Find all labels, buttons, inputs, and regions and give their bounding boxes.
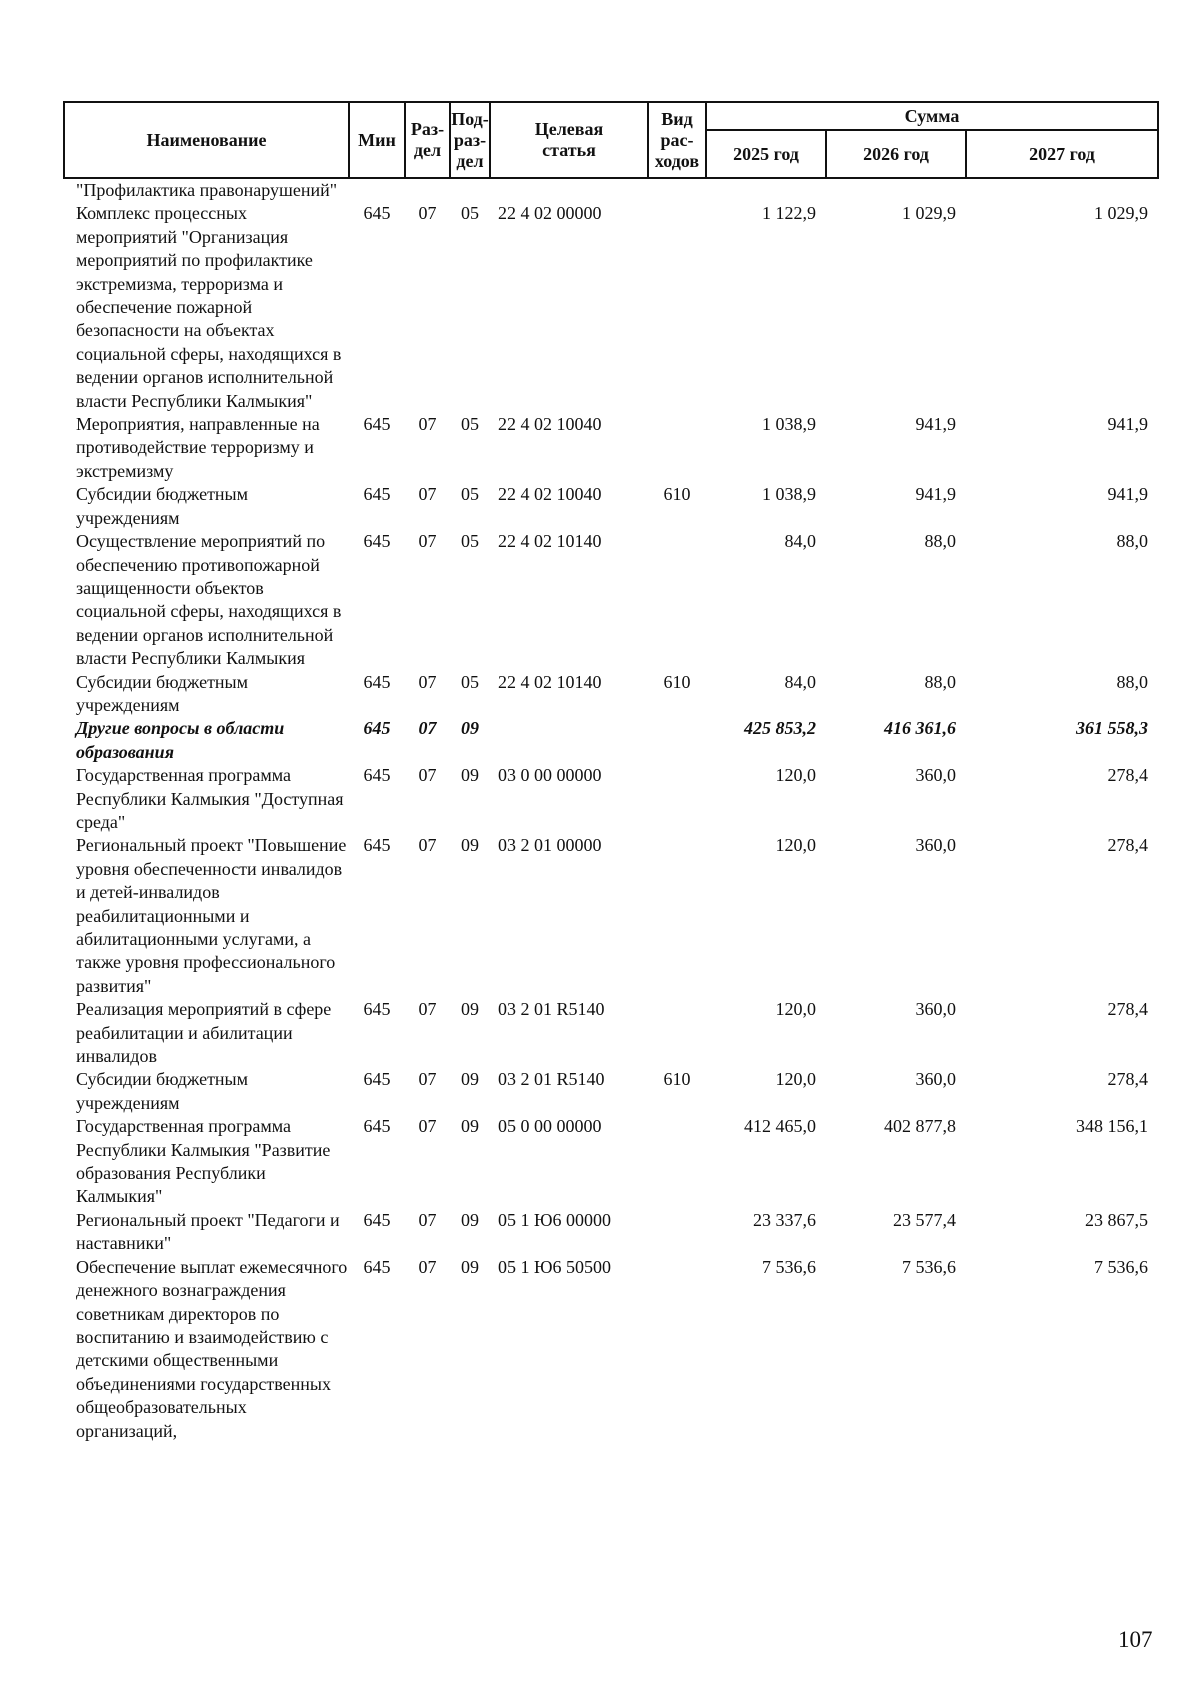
row-podrazdel: 09: [461, 1256, 479, 1277]
row-min: [349, 178, 405, 202]
row-celevaya: 22 4 02 10040: [498, 414, 602, 435]
table-row: [64, 202, 1158, 413]
row-min: 645: [363, 531, 391, 552]
row-podrazdel: 05: [461, 671, 479, 692]
row-name: Региональный проект "Педагоги и наставники": [76, 1209, 340, 1254]
row-min: 645: [363, 671, 391, 692]
table-row: [64, 834, 1158, 998]
row-sum-2027: 1 029,9: [1094, 203, 1148, 224]
row-sum-2026: 941,9: [915, 484, 956, 505]
table-row: [64, 1256, 1158, 1443]
row-celevaya: 03 2 01 R5140: [498, 999, 605, 1020]
row-sum-2025: 1 038,9: [762, 414, 816, 435]
row-name: Государственная программа Республики Калмыкия "Развитие образования Республики Калмыкия": [76, 1116, 331, 1207]
row-podrazdel: 09: [461, 1069, 479, 1090]
header-podrazdel-line1: Под-: [451, 108, 489, 129]
header-vid-line3: ходов: [654, 150, 700, 171]
row-sum-2026: 416 361,6: [884, 718, 956, 739]
row-razdel: 07: [418, 999, 437, 1020]
row-min: 645: [363, 1256, 391, 1277]
row-name: Другие вопросы в области образования: [76, 718, 285, 762]
row-sum-2026: 1 029,9: [902, 203, 956, 224]
row-name: Комплекс процессных мероприятий "Организация мероприятий по профилактике экстремизма, терроризма и обеспечение пожарной безопасности на объектах социальной сферы, находящихся в ведении органов исполнительной власти Республики Калмыкия": [76, 203, 342, 411]
row-min: 645: [363, 835, 391, 856]
row-sum-2026: [826, 178, 966, 202]
header-vid-line1: Вид: [661, 108, 693, 129]
header-summa: Сумма: [706, 102, 1158, 130]
row-vid: 610: [663, 484, 691, 505]
header-razdel: [405, 102, 450, 178]
row-min: 645: [363, 484, 391, 505]
row-sum-2025: 120,0: [775, 999, 816, 1020]
row-podrazdel: 09: [461, 765, 479, 786]
row-min: 645: [363, 1069, 391, 1090]
row-sum-2025: [706, 178, 826, 202]
row-celevaya: 03 0 00 00000: [498, 765, 602, 786]
row-min: 645: [363, 1116, 391, 1137]
row-sum-2025: 120,0: [775, 1069, 816, 1090]
header-vid: [648, 102, 706, 178]
row-razdel: 07: [418, 1256, 437, 1277]
row-sum-2027: 23 867,5: [1085, 1209, 1148, 1230]
row-name: Субсидии бюджетным учреждениям: [76, 484, 249, 528]
row-razdel: 07: [418, 203, 437, 224]
row-sum-2026: 360,0: [915, 765, 956, 786]
row-name: Осуществление мероприятий по обеспечению противопожарной защищенности объектов социальной сферы, находящихся в ведении органов исполнительной власти Республики Калмыкия: [76, 531, 342, 669]
row-vid: [648, 178, 706, 202]
header-celevaya-line1: Целевая: [534, 119, 604, 139]
row-podrazdel: 09: [461, 718, 479, 739]
row-razdel: 07: [418, 718, 437, 739]
row-razdel: 07: [418, 765, 437, 786]
row-vid: [648, 1209, 706, 1256]
row-sum-2027: 278,4: [1107, 999, 1148, 1020]
row-min: 645: [363, 999, 391, 1020]
row-min: 645: [363, 1209, 391, 1230]
row-name: Субсидии бюджетным учреждениям: [76, 1069, 249, 1113]
row-vid: [648, 202, 706, 413]
row-min: 645: [363, 414, 391, 435]
table-row: [64, 1115, 1158, 1209]
row-celevaya: [490, 717, 648, 764]
row-sum-2026: 360,0: [915, 999, 956, 1020]
row-celevaya: [490, 178, 648, 202]
row-vid: [648, 998, 706, 1068]
row-sum-2027: 278,4: [1107, 765, 1148, 786]
header-celevaya: [490, 102, 648, 178]
row-sum-2027: [966, 178, 1158, 202]
header-podrazdel-line3: дел: [456, 150, 484, 171]
row-name: Мероприятия, направленные на противодействие терроризму и экстремизму: [76, 414, 320, 481]
row-celevaya: 05 0 00 00000: [498, 1116, 602, 1137]
row-sum-2025: 84,0: [784, 671, 816, 692]
row-podrazdel: 09: [461, 1209, 479, 1230]
row-razdel: 07: [418, 484, 437, 505]
table-row: [64, 1068, 1158, 1115]
row-sum-2026: 7 536,6: [902, 1256, 956, 1277]
table-row: [64, 1209, 1158, 1256]
row-sum-2026: 360,0: [915, 835, 956, 856]
row-podrazdel: 05: [461, 531, 479, 552]
row-celevaya: 03 2 01 00000: [498, 835, 602, 856]
row-vid: [648, 764, 706, 834]
table-body: [64, 178, 1158, 1443]
row-sum-2025: 425 853,2: [744, 718, 816, 739]
row-vid: [648, 530, 706, 670]
row-vid: [648, 717, 706, 764]
row-sum-2025: 120,0: [775, 835, 816, 856]
row-celevaya: 22 4 02 10040: [498, 484, 602, 505]
table-header: [64, 102, 1158, 178]
row-podrazdel: 05: [461, 203, 479, 224]
row-podrazdel: [450, 178, 490, 202]
row-sum-2027: 348 156,1: [1076, 1116, 1148, 1137]
row-name: Обеспечение выплат ежемесячного денежного вознаграждения советникам директоров по воспитанию и взаимодействию с детскими общественными объединениями государственных общеобразовательных организаций,: [76, 1256, 348, 1441]
header-celevaya-line2: статья: [542, 140, 596, 160]
row-min: 645: [363, 718, 391, 739]
header-min: Мин: [349, 102, 405, 178]
row-sum-2025: 7 536,6: [762, 1256, 816, 1277]
row-sum-2025: 1 038,9: [762, 484, 816, 505]
row-name: Региональный проект "Повышение уровня обеспеченности инвалидов и детей-инвалидов реабилитационными и абилитационными услугами, а также уровня профессионального развития": [76, 835, 347, 996]
row-vid: 610: [663, 671, 691, 692]
row-vid: [648, 1256, 706, 1443]
row-name: Реализация мероприятий в сфере реабилитации и абилитации инвалидов: [76, 999, 332, 1067]
row-celevaya: 22 4 02 10140: [498, 531, 602, 552]
row-celevaya: 22 4 02 00000: [498, 203, 602, 224]
row-sum-2026: 360,0: [915, 1069, 956, 1090]
row-celevaya: 03 2 01 R5140: [498, 1069, 605, 1090]
row-sum-2027: 88,0: [1116, 671, 1148, 692]
row-celevaya: 22 4 02 10140: [498, 671, 602, 692]
budget-table: [63, 101, 1159, 1443]
row-sum-2025: 1 122,9: [762, 203, 816, 224]
row-name: Субсидии бюджетным учреждениям: [76, 671, 249, 715]
table-row: [64, 671, 1158, 718]
header-2025: 2025 год: [706, 130, 826, 178]
table-row: [64, 413, 1158, 483]
row-razdel: 07: [418, 1116, 437, 1137]
table-row: [64, 530, 1158, 670]
row-sum-2025: 412 465,0: [744, 1116, 816, 1137]
header-podrazdel: [450, 102, 490, 178]
row-razdel: [405, 178, 450, 202]
header-podrazdel-line2: раз-: [453, 129, 487, 150]
row-razdel: 07: [418, 671, 437, 692]
row-podrazdel: 05: [461, 414, 479, 435]
row-sum-2026: 88,0: [924, 531, 956, 552]
row-razdel: 07: [418, 414, 437, 435]
header-name: Наименование: [64, 102, 349, 178]
row-sum-2027: 941,9: [1107, 414, 1148, 435]
header-razdel-line1: Раз-: [410, 119, 445, 139]
row-sum-2027: 361 558,3: [1076, 718, 1148, 739]
row-razdel: 07: [418, 1069, 437, 1090]
row-sum-2025: 84,0: [784, 531, 816, 552]
table-row: [64, 998, 1158, 1068]
row-vid: [648, 834, 706, 998]
row-sum-2026: 88,0: [924, 671, 956, 692]
table-row: [64, 717, 1158, 764]
row-sum-2027: 278,4: [1107, 1069, 1148, 1090]
row-podrazdel: 09: [461, 835, 479, 856]
row-sum-2027: 7 536,6: [1094, 1256, 1148, 1277]
row-sum-2026: 402 877,8: [884, 1116, 956, 1137]
header-razdel-line2: дел: [413, 140, 442, 160]
row-sum-2027: 88,0: [1116, 531, 1148, 552]
row-razdel: 07: [418, 531, 437, 552]
row-vid: [648, 413, 706, 483]
row-name: "Профилактика правонарушений": [76, 180, 338, 200]
row-name: Государственная программа Республики Калмыкия "Доступная среда": [76, 765, 344, 832]
row-sum-2025: 23 337,6: [753, 1209, 816, 1230]
table-row: [64, 178, 1158, 202]
row-podrazdel: 05: [461, 484, 479, 505]
table-row: [64, 764, 1158, 834]
header-2026: 2026 год: [826, 130, 966, 178]
row-sum-2027: 941,9: [1107, 484, 1148, 505]
row-min: 645: [363, 203, 391, 224]
row-vid: 610: [663, 1069, 691, 1090]
row-vid: [648, 1115, 706, 1209]
table-row: [64, 483, 1158, 530]
row-razdel: 07: [418, 835, 437, 856]
row-podrazdel: 09: [461, 1116, 479, 1137]
row-sum-2025: 120,0: [775, 765, 816, 786]
row-celevaya: 05 1 Ю6 00000: [498, 1209, 612, 1230]
row-sum-2027: 278,4: [1107, 835, 1148, 856]
page-number: 107: [1118, 1627, 1153, 1652]
row-podrazdel: 09: [461, 999, 479, 1020]
header-vid-line2: рас-: [660, 129, 694, 150]
row-min: 645: [363, 765, 391, 786]
header-2027: 2027 год: [966, 130, 1158, 178]
row-sum-2026: 23 577,4: [893, 1209, 956, 1230]
row-razdel: 07: [418, 1209, 437, 1230]
row-celevaya: 05 1 Ю6 50500: [498, 1256, 612, 1277]
row-sum-2026: 941,9: [915, 414, 956, 435]
